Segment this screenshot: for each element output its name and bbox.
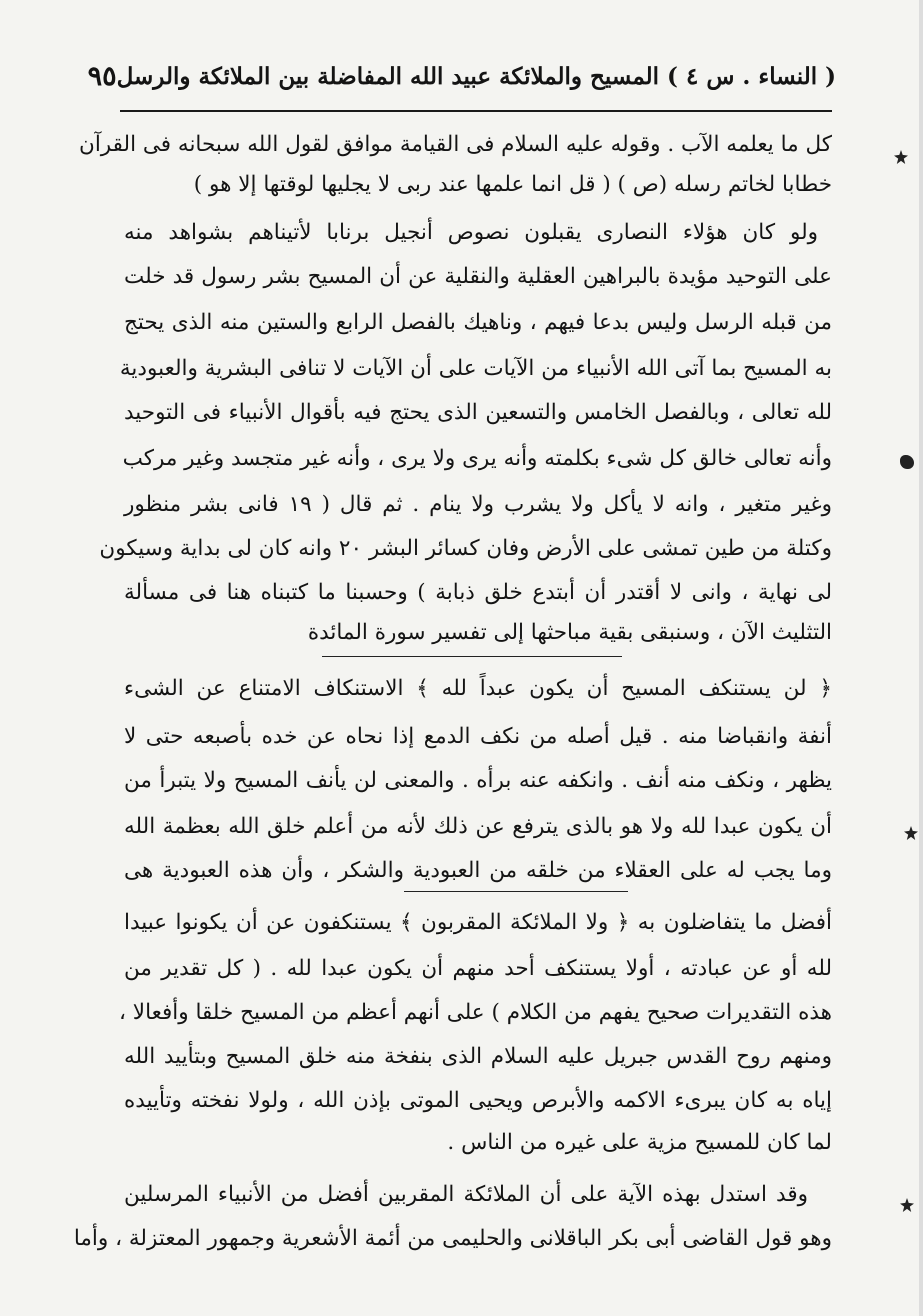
text-line: لله أو عن عبادته ، أولا يستنكف أحد منهم أن يكون عبدا لله . ( كل تقدير من	[124, 956, 832, 981]
text-line: به المسيح بما آتى الله الأنبياء من الآيات على أن الآيات لا تنافى البشرية والعبودية	[119, 356, 832, 381]
page-number: ٩٥	[87, 60, 117, 92]
text-line: أن يكون عبدا لله ولا هو بالذى يترفع عن ذلك لأنه من أعلم خلق الله بعظمة الله	[124, 814, 832, 839]
text-line: على التوحيد مؤيدة بالبراهين العقلية والنقلية عن أن المسيح بشر رسول قد خلت	[124, 264, 832, 289]
header-rule	[120, 110, 832, 112]
section-divider	[404, 891, 628, 892]
text-line: وما يجب له على العقلاء من خلقه من العبودية والشكر ، وأن هذه العبودية هى	[124, 858, 832, 883]
running-title: ( النساء . س ٤ ) المسيح والملائكة عبيد الله المفاضلة بين الملائكة والرسل	[116, 62, 836, 90]
text-line: ﴿ لن يستنكف المسيح أن يكون عبداً لله ﴾ الاستنكاف الامتناع عن الشىء	[124, 676, 832, 701]
text-line: كل ما يعلمه الآب . وقوله عليه السلام فى القيامة موافق لقول الله سبحانه فى القرآن	[79, 132, 832, 157]
text-line: لى نهاية ، وانى لا أقتدر أن أبتدع خلق ذبابة ) وحسبنا ما كتبناه هنا فى مسألة	[124, 580, 832, 605]
ink-mark-icon	[900, 455, 914, 469]
text-line: من قبله الرسل وليس بدعا فيهم ، وناهيك بالفصل الرابع والستين منه الذى يحتج	[124, 310, 832, 335]
text-line: أفضل ما يتفاضلون به ﴿ ولا الملائكة المقربون ﴾ يستنكفون عن أن يكونوا عبيدا	[124, 910, 832, 935]
text-line: لما كان للمسيح مزية على غيره من الناس .	[447, 1130, 832, 1155]
section-divider	[322, 656, 622, 657]
text-line: أنفة وانقباضا منه . قيل أصله من نكف الدمع إذا نحاه عن خده بأصبعه حتى لا	[124, 724, 832, 749]
page-header	[87, 52, 836, 100]
text-line: إياه به كان يبرىء الاكمه والأبرص ويحيى الموتى بإذن الله ، ولولا نفخته وتأييده	[124, 1088, 832, 1113]
ink-mark-icon	[900, 1198, 914, 1212]
ink-mark-icon	[894, 150, 908, 164]
text-line: وقد استدل بهذه الآية على أن الملائكة المقربين أفضل من الأنبياء المرسلين	[124, 1182, 808, 1207]
text-line: وهو قول القاضى أبى بكر الباقلانى والحليمى من أئمة الأشعرية وجمهور المعتزلة ، وأما	[73, 1226, 832, 1251]
text-line: هذه التقديرات صحيح يفهم من الكلام ) على أنهم أعظم من المسيح خلقا وأفعالا ،	[119, 1000, 832, 1025]
text-line: التثليث الآن ، وسنبقى بقية مباحثها إلى تفسير سورة المائدة	[307, 620, 832, 645]
ink-mark-icon	[904, 826, 918, 840]
text-line: وغير متغير ، وانه لا يأكل ولا يشرب ولا ينام . ثم قال ( ١٩ فانى بشر منظور	[124, 492, 832, 517]
text-line: يظهر ، ونكف منه أنف . وانكفه عنه برأه . والمعنى لن يأنف المسيح ولا يتبرأ من	[124, 768, 832, 793]
text-line: لله تعالى ، وبالفصل الخامس والتسعين الذى يحتج فيه بأقوال الأنبياء فى التوحيد	[124, 400, 832, 425]
text-line: ولو كان هؤلاء النصارى يقبلون نصوص أنجيل برنابا لأتيناهم بشواهد منه	[124, 220, 818, 245]
text-line: وكتلة من طين تمشى على الأرض وفان كسائر البشر ٢٠ وانه كان لى بداية وسيكون	[99, 536, 832, 561]
text-line: وأنه تعالى خالق كل شىء بكلمته وأنه يرى ولا يرى ، وأنه غير متجسد وغير مركب	[122, 446, 832, 471]
text-line: خطابا لخاتم رسله (ص ) ( قل انما علمها عند ربى لا يجليها لوقتها إلا هو )	[193, 172, 832, 197]
text-line: ومنهم روح القدس جبريل عليه السلام الذى بنفخة منه خلق المسيح وبتأييد الله	[124, 1044, 832, 1069]
page-edge	[919, 0, 923, 1316]
